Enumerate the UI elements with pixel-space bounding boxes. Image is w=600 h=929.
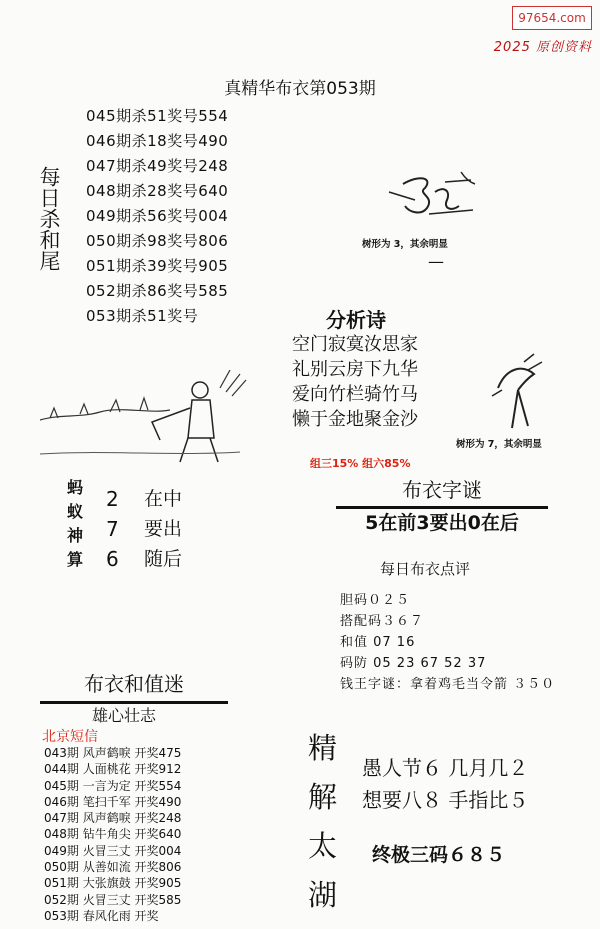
lake-label-char: 解: [308, 780, 338, 814]
sms-row: 049期 火冒三丈 开奖004: [44, 843, 182, 858]
sms-row: 046期 笔扫千军 开奖490: [44, 794, 182, 809]
sms-row: 051期 大张旗鼓 开奖905: [44, 876, 182, 891]
poem-title: 分析诗: [326, 308, 386, 332]
lake-lines: [362, 752, 528, 816]
kill-row: 051期杀39奖号905: [86, 257, 229, 275]
tree-7-sketch-icon: [488, 350, 548, 432]
ant-label: [64, 476, 86, 572]
ant-word: 随后: [144, 548, 183, 570]
kill-row: 047期杀49奖号248: [86, 157, 229, 175]
kill-row: 046期杀18奖号490: [86, 132, 229, 150]
kill-list: [86, 104, 228, 329]
poem: [292, 332, 418, 432]
daily-kill-label: 每日杀和尾: [37, 166, 62, 271]
brand-tag: 2025 原创资料: [493, 40, 592, 55]
final-three-codes: 终极三码６８５: [372, 844, 506, 866]
lake-label-char: 精: [308, 731, 338, 765]
ant-label-char: 神: [66, 526, 83, 545]
comment-line: 和值 07 16: [340, 635, 416, 650]
sms-row: 043期 风声鹤唳 开奖475: [44, 746, 182, 760]
poem-line: 礼别云房下九华: [292, 359, 418, 380]
sms-list: [44, 745, 181, 924]
kill-row: 052期杀86奖号585: [86, 282, 229, 300]
hint-dash: —: [428, 252, 444, 271]
sum-riddle-heading: 布衣和值迷: [40, 668, 228, 704]
sum-riddle-answer: 雄心壮志: [92, 706, 157, 725]
riddle-heading: 布衣字谜: [336, 474, 548, 509]
kill-row: 053期杀51奖号: [86, 307, 199, 325]
comment-line: 钱王字谜：拿着鸡毛当令箭 ３５０: [340, 677, 556, 692]
ant-words: [144, 484, 182, 574]
ant-label-char: 算: [66, 550, 83, 569]
kill-row: 045期杀51奖号554: [86, 107, 229, 125]
sms-row: 052期 火冒三丈 开奖585: [44, 892, 182, 907]
tree-3-sketch-icon: [385, 162, 485, 232]
poem-line: 爱向竹栏骑竹马: [292, 384, 418, 405]
poem-line: 懒于金地聚金沙: [292, 409, 418, 430]
site-badge: 97654.com: [512, 6, 592, 30]
sms-row: 045期 一言为定 开奖554: [44, 778, 182, 793]
page-title: 真精华布衣第053期: [224, 79, 376, 99]
group-stats: 组三15% 组六85%: [310, 457, 411, 470]
lake-label-char: 太: [308, 829, 338, 863]
comment-line: 码防 05 23 67 52 37: [340, 656, 487, 671]
farmer-illustration-icon: [40, 370, 270, 470]
ant-number: 2: [106, 487, 119, 511]
lake-label-char: 湖: [308, 878, 338, 912]
ant-numbers: [106, 484, 119, 574]
ant-number: 6: [106, 547, 119, 571]
lake-line: 想要八８ 手指比５: [362, 788, 529, 812]
sms-row: 050期 从善如流 开奖806: [44, 860, 182, 875]
comment-line: 搭配码３６７: [340, 614, 425, 629]
lake-label: [308, 724, 337, 920]
kill-row: 049期杀56奖号004: [86, 207, 229, 225]
ant-number: 7: [106, 517, 119, 541]
comment-line: 胆码０２５: [340, 593, 411, 608]
hint-top: 树形为 3，其余明显: [362, 239, 448, 250]
hint-bottom: 树形为 7，其余明显: [456, 439, 542, 450]
sms-row: 053期 春风化雨 开奖: [44, 908, 159, 923]
sms-heading: 北京短信: [42, 729, 98, 745]
ant-word: 在中: [144, 488, 183, 510]
kill-row: 048期杀28奖号640: [86, 182, 229, 200]
kill-row: 050期杀98奖号806: [86, 232, 229, 250]
ant-word: 要出: [144, 518, 183, 540]
riddle-answer: 5在前3要出0在后: [365, 512, 519, 534]
ant-label-char: 蚁: [66, 502, 83, 521]
sms-row: 048期 钻牛角尖 开奖640: [44, 827, 182, 842]
poem-line: 空门寂寞汝思家: [292, 334, 418, 355]
lake-line: 愚人节６ 几月几２: [362, 756, 529, 780]
sms-row: 047期 风声鹤唳 开奖248: [44, 811, 182, 826]
daily-comment: [340, 590, 555, 695]
ant-label-char: 蚂: [66, 478, 83, 497]
daily-comment-heading: 每日布衣点评: [380, 560, 471, 578]
sms-row: 044期 人面桃花 开奖912: [44, 762, 182, 777]
